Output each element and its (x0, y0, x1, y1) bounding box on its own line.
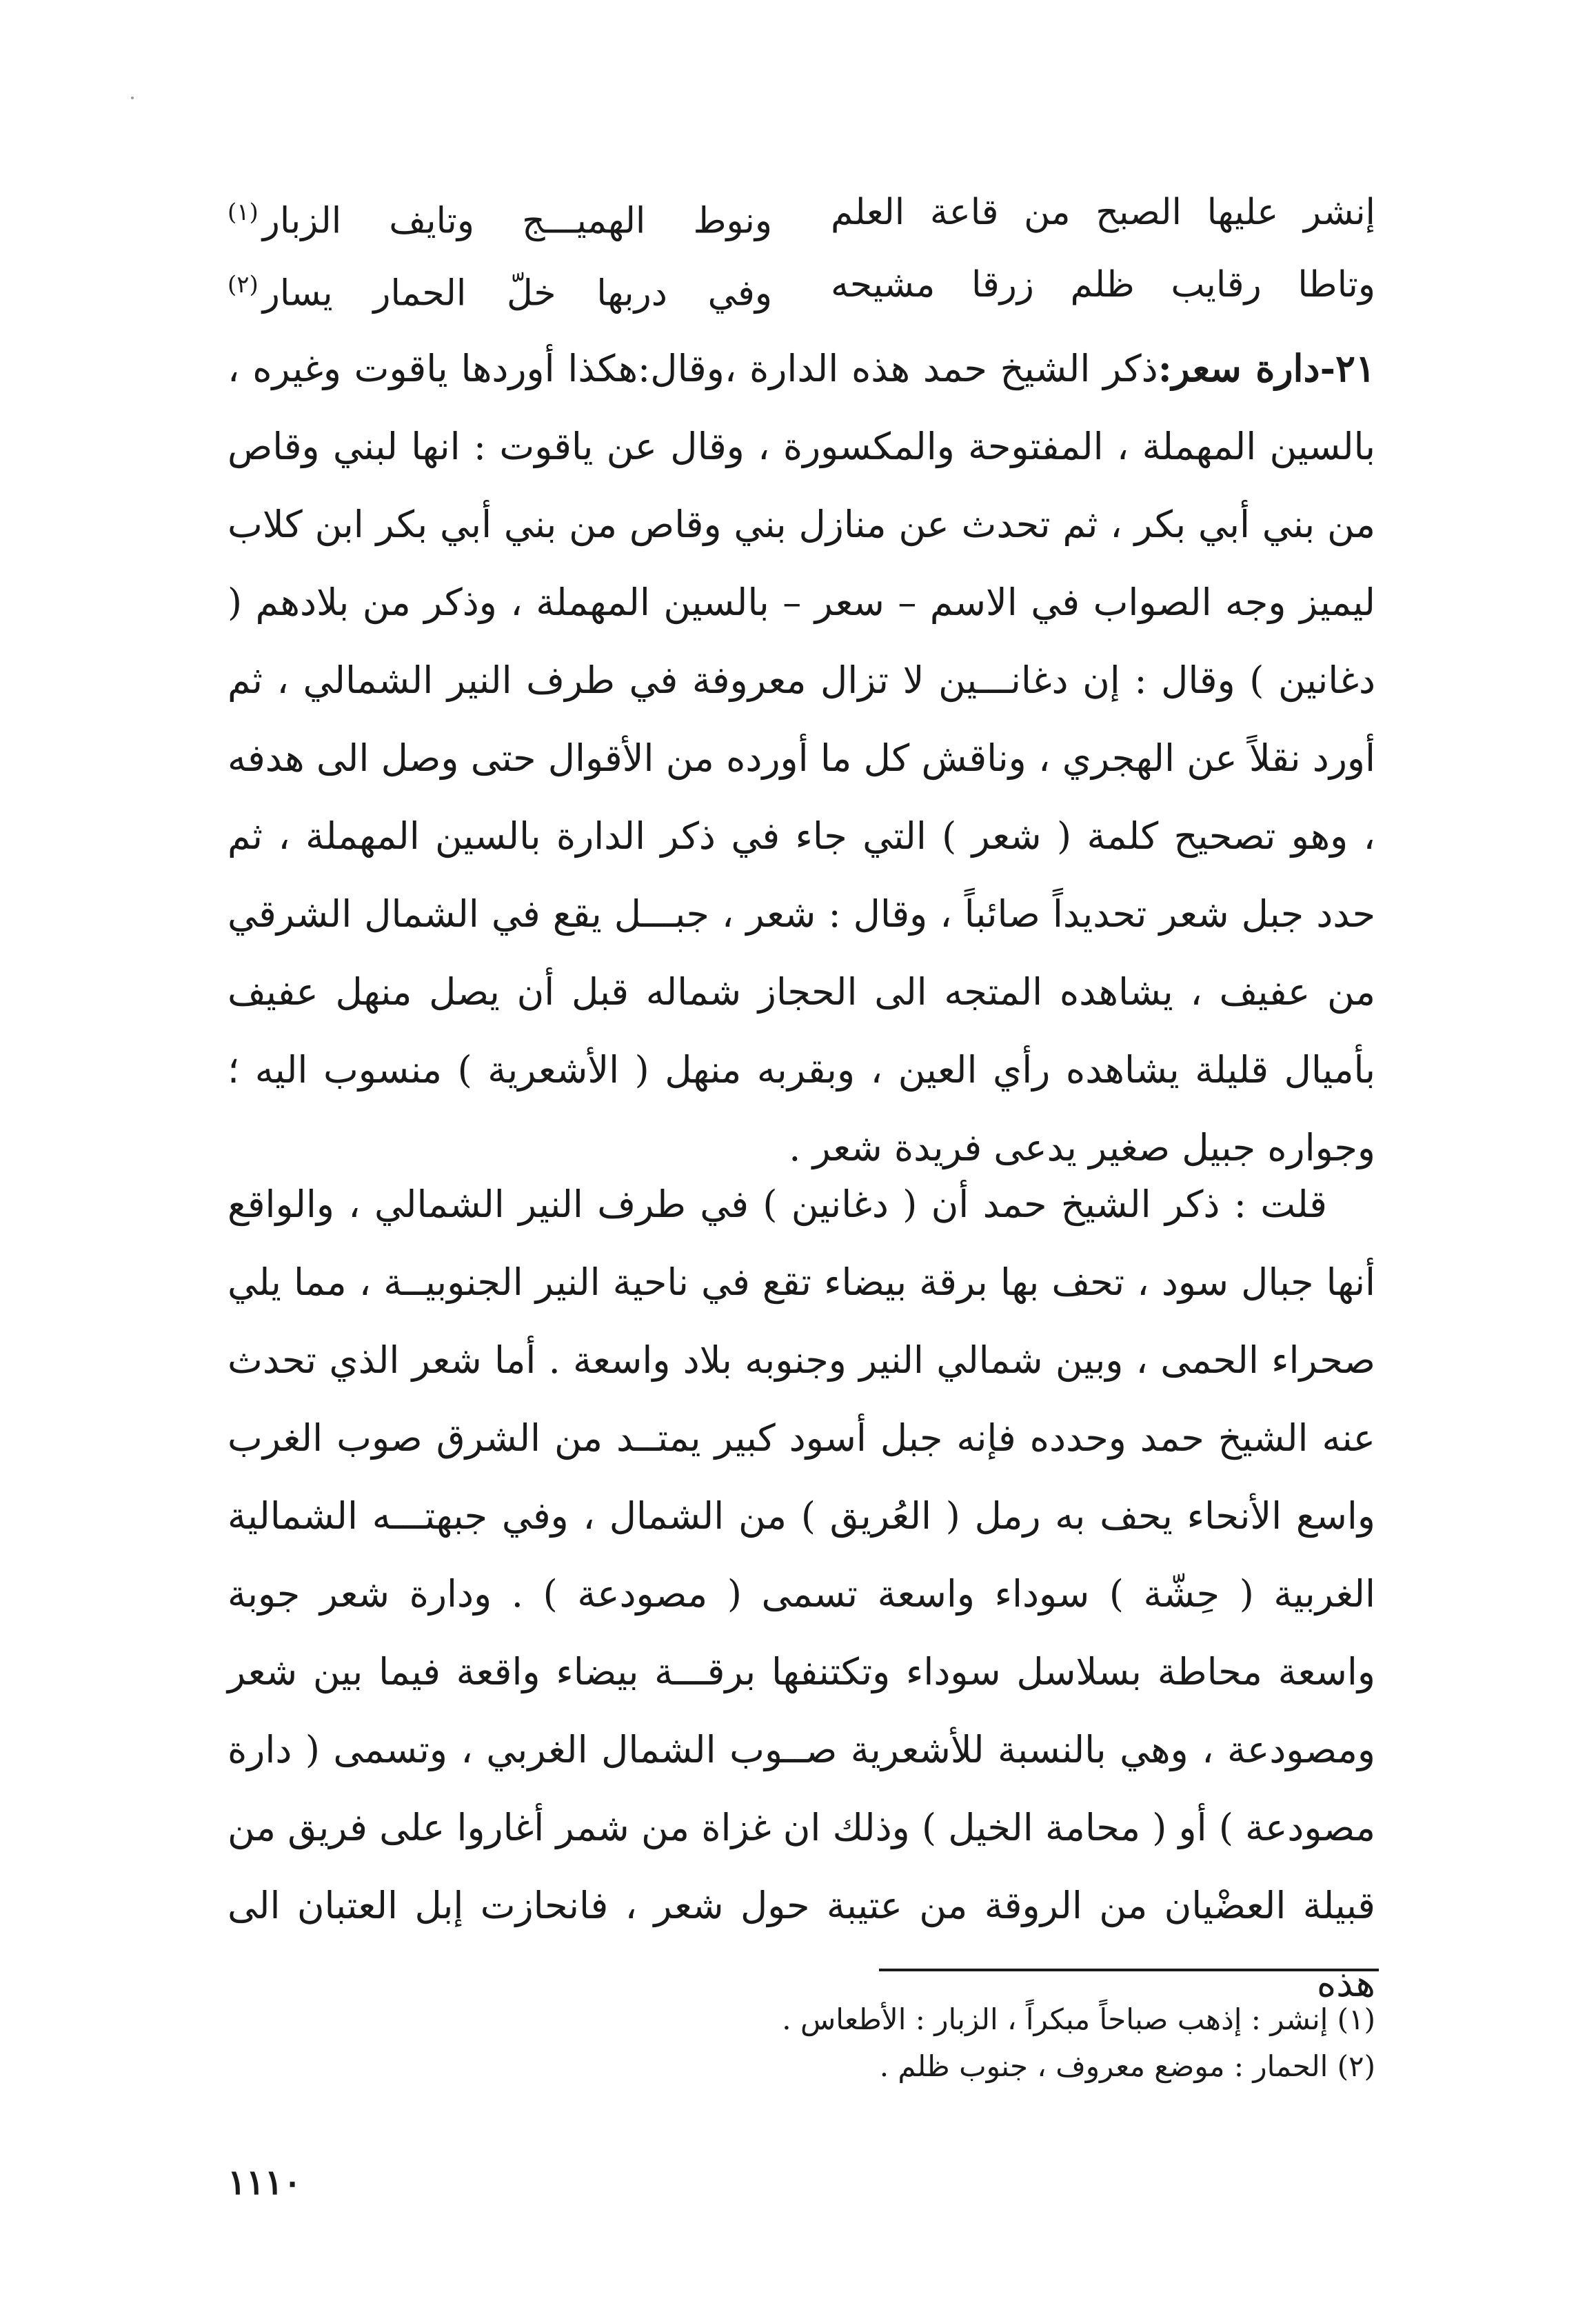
footnote: (٢) الحمار : موضع معروف ، جنوب ظلم . (879, 2049, 1375, 2083)
commentary-body: قلت : ذكر الشيخ حمد أن ( دغانين ) في طرف النير الشمالي ، والواقع أنها جبال سود ، تحف بها برقة بيضاء تقع في ناحية النير الجنوبيــة ، مما يلي صحراء الحمى ، وبين شمالي النير وجنوبه بلاد واسعة . أما شعر الذي تحدث عنه الشيخ حمد وحدده فإنه جبل أسود كبير يمتــد من الشرق صوب الغرب واسع الأنحاء يحف به رمل ( العُريق ) من الشمال ، وفي جبهتـــه الشمالية الغربية ( حِشّة ) سوداء واسعة تسمى ( مصودعة ) . ودارة شعر جوبة واسعة محاطة بسلاسل سوداء وتكتنفها برقـــة بيضاء واقعة فيما بين شعر ومصودعة ، وهي بالنسبة للأشعرية صــوب الشمال الغربي ، وتسمى ( دارة مصودعة ) أو ( محامة الخيل ) وذلك ان غزاة من شمر أغاروا على فريق من قبيلة العضْيان من الروقة من عتيبة حول شعر ، فانحازت إبل العتبان الى هذه (228, 1183, 1376, 2005)
poem-second-hemistich-text: وفي دربها خلّ الحمار يسار (262, 272, 772, 314)
entry-heading: ٢١-دارة سعر: (1158, 346, 1376, 390)
footnote: (١) إنشر : إذهب صباحاً مبكراً ، الزبار : الأطعاس . (782, 2002, 1375, 2036)
page-number: ١١١٠ (228, 2162, 302, 2202)
poem-couplet (228, 178, 1375, 250)
footnote-marker: (٢) (228, 271, 259, 299)
poem-first-hemistich: وتاطا رقايب ظلم زرقا مشيحه (831, 264, 1375, 305)
entry-body: ذكر الشيخ حمد هذه الدارة ،وقال:هكذا أوردها ياقوت وغيره ، بالسين المهملة ، المفتوحة والمكسورة ، وقال عن ياقوت : انها لبني وقاص من بني أبي بكر ، ثم تحدث عن منازل بني وقاص من بني أبي بكر ابن كلاب ليميز وجه الصواب في الاسم – سعر – بالسين المهملة ، وذكر من بلادهم ( دغانين ) وقال : إن دغانـــين لا تزال معروفة في طرف النير الشمالي ، ثم أورد نقلاً عن الهجري ، وناقش كل ما أورده من الأقوال حتى وصل الى هدفه ، وهو تصحيح كلمة ( شعر ) التي جاء في ذكر الدارة بالسين المهملة ، ثم حدد جبل شعر تحديداً صائباً ، وقال : شعر ، جبـــل يقع في الشمال الشرقي من عفيف ، يشاهده المتجه الى الحجاز شماله قبل أن يصل منهل عفيف بأميال قليلة يشاهده رأي العين ، وبقربه منهل ( الأشعرية ) منسوب اليه ؛ وجواره جبيل صغير يدعى فريدة شعر . (228, 347, 1375, 1169)
footnotes (755, 1996, 1375, 2090)
scan-speck (131, 97, 134, 99)
poem-second-hemistich (228, 250, 772, 328)
poem-second-hemistich (228, 178, 772, 255)
footnote-marker: (١) (228, 199, 259, 226)
footnote-divider (879, 1969, 1379, 1971)
poem-couplet (228, 250, 1375, 323)
entry-paragraph (228, 330, 1375, 1187)
poem-first-hemistich: إنشر عليها الصبح من قاعة العلم (831, 192, 1375, 233)
poem-second-hemistich-text: ونوط الهميـــج وتايف الزبار (262, 200, 772, 242)
commentary-paragraph (228, 1165, 1375, 2022)
poem-block (228, 178, 1375, 323)
